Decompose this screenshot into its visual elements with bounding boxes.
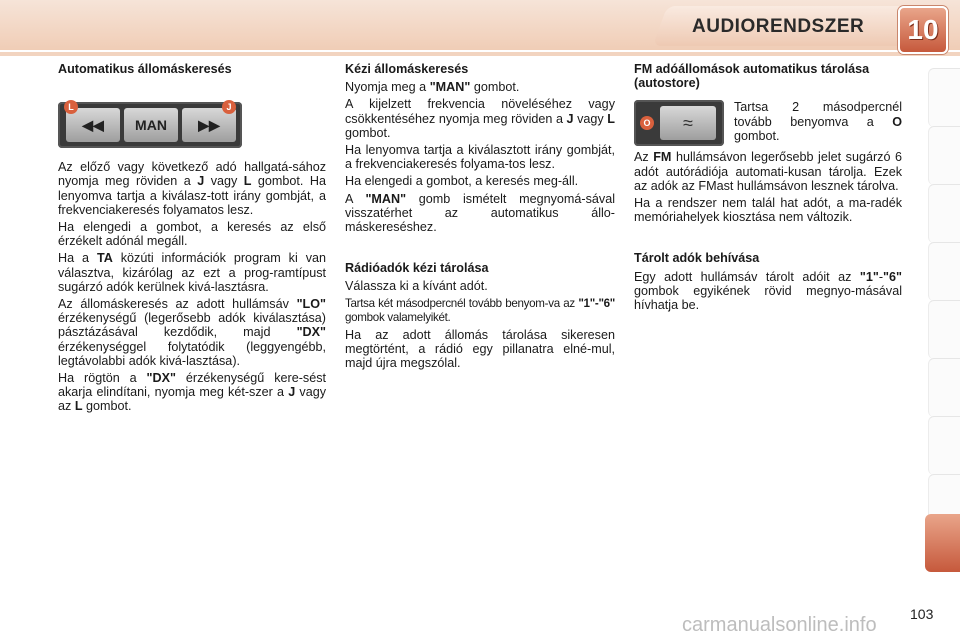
o-marker: O bbox=[640, 116, 654, 130]
paragraph: A "MAN" gomb ismételt megnyomá-sával visszatérhet az automatikus állo-máskereséshez. bbox=[345, 191, 615, 235]
paragraph: Ha a rendszer nem talál hat adót, a ma-radék memóriahelyek kiosztása nem változik. bbox=[634, 196, 902, 225]
side-tab-active[interactable] bbox=[925, 514, 960, 572]
side-tab[interactable] bbox=[928, 300, 960, 359]
paragraph: Válassza ki a kívánt adót. bbox=[345, 279, 488, 294]
paragraph: Az FM hullámsávon legerősebb jelet sugárzó 6 adót autórádiója automati-kusan tárolja. Ezek az adók az FMast hullámsávon lesznek tárolva. bbox=[634, 150, 902, 193]
page-number: 103 bbox=[910, 606, 934, 622]
paragraph: Ha lenyomva tartja a kiválasztott irány gombját, a frekvenciakeresés folyama-tos lesz. bbox=[345, 143, 615, 172]
paragraph: Egy adott hullámsáv tárolt adóit az "1"-"6" gombok egyikének rövid megnyo-másával hívhatja be. bbox=[634, 269, 902, 313]
autostore-wave-icon: ≈ bbox=[660, 106, 716, 140]
side-tab[interactable] bbox=[928, 242, 960, 301]
header-line bbox=[0, 52, 960, 56]
paragraph: Ha elengedi a gombot, a keresés meg-áll. bbox=[345, 174, 579, 189]
paragraph: Ha a TA közúti információk program ki van választva, kizárólag az ezt a prog-ramtípust sugárzó adók kerülnek kivá-lasztásra. bbox=[58, 251, 326, 294]
paragraph: Nyomja meg a "MAN" gombot. bbox=[345, 80, 520, 95]
paragraph: Az állomáskeresés az adott hullámsáv "LO" érzékenységű (legerősebb adók kiválasztása) pásztázásával kezdődik, majd "DX" érzékenységgel folytatódik (leggyengébb, legtávolabbi adók kivá-lasztása). bbox=[58, 297, 326, 368]
chapter-side-tabs bbox=[928, 68, 960, 578]
section-heading: Rádióadók kézi tárolása bbox=[345, 261, 489, 276]
search-keys-image bbox=[58, 102, 242, 148]
column-autostore bbox=[634, 62, 902, 315]
l-marker: L bbox=[64, 100, 78, 114]
chapter-title: AUDIORENDSZER bbox=[692, 16, 865, 37]
section-heading: Kézi állomáskeresés bbox=[345, 62, 469, 76]
section-heading: Automatikus állomáskeresés bbox=[58, 62, 232, 76]
paragraph: A kijelzett frekvencia növeléséhez vagy csökkentéséhez nyomja meg röviden a J vagy L gombot. bbox=[345, 97, 615, 140]
side-tab[interactable] bbox=[928, 184, 960, 243]
side-tab[interactable] bbox=[928, 68, 960, 127]
j-marker: J bbox=[222, 100, 236, 114]
paragraph: Ha az adott állomás tárolása sikeresen megtörtént, a rádió egy pillanatra elné-mul, majd újra megszólal. bbox=[345, 328, 615, 371]
section-heading: FM adóállomások automatikus tárolása (autostore) bbox=[634, 62, 870, 91]
side-tab[interactable] bbox=[928, 416, 960, 475]
o-key-image bbox=[634, 100, 724, 146]
watermark: carmanualsonline.info bbox=[682, 614, 877, 636]
paragraph: Ha elengedi a gombot, a keresés az első érzékelt adónál megáll. bbox=[58, 220, 326, 249]
page-header bbox=[0, 0, 960, 58]
column-automatic-search bbox=[58, 62, 326, 417]
man-key: MAN bbox=[124, 108, 178, 142]
chapter-number-badge: 10 bbox=[898, 6, 948, 54]
side-tab[interactable] bbox=[928, 358, 960, 417]
column-manual-search bbox=[345, 62, 615, 374]
forward-key: ▶▶ bbox=[182, 108, 236, 142]
paragraph: Tartsa 2 másodpercnél tovább benyomva a O gombot. bbox=[734, 100, 902, 143]
section-heading: Tárolt adók behívása bbox=[634, 251, 760, 266]
paragraph: Ha rögtön a "DX" érzékenységű kere-sést akarja elindítani, nyomja meg két-szer a J vagy az L gombot. bbox=[58, 371, 327, 414]
paragraph: Tartsa két másodpercnél tovább benyom-va az "1"-"6" gombok valamelyikét. bbox=[345, 296, 615, 324]
paragraph: Az előző vagy következő adó hallgatá-sához nyomja meg röviden a J vagy L gombot. Ha lenyomva tartja a kiválasz-tott irány gombját, a frekvenciakeresés folyamatos lesz. bbox=[58, 160, 326, 217]
rewind-key: ◀◀ bbox=[66, 108, 120, 142]
side-tab[interactable] bbox=[928, 126, 960, 185]
